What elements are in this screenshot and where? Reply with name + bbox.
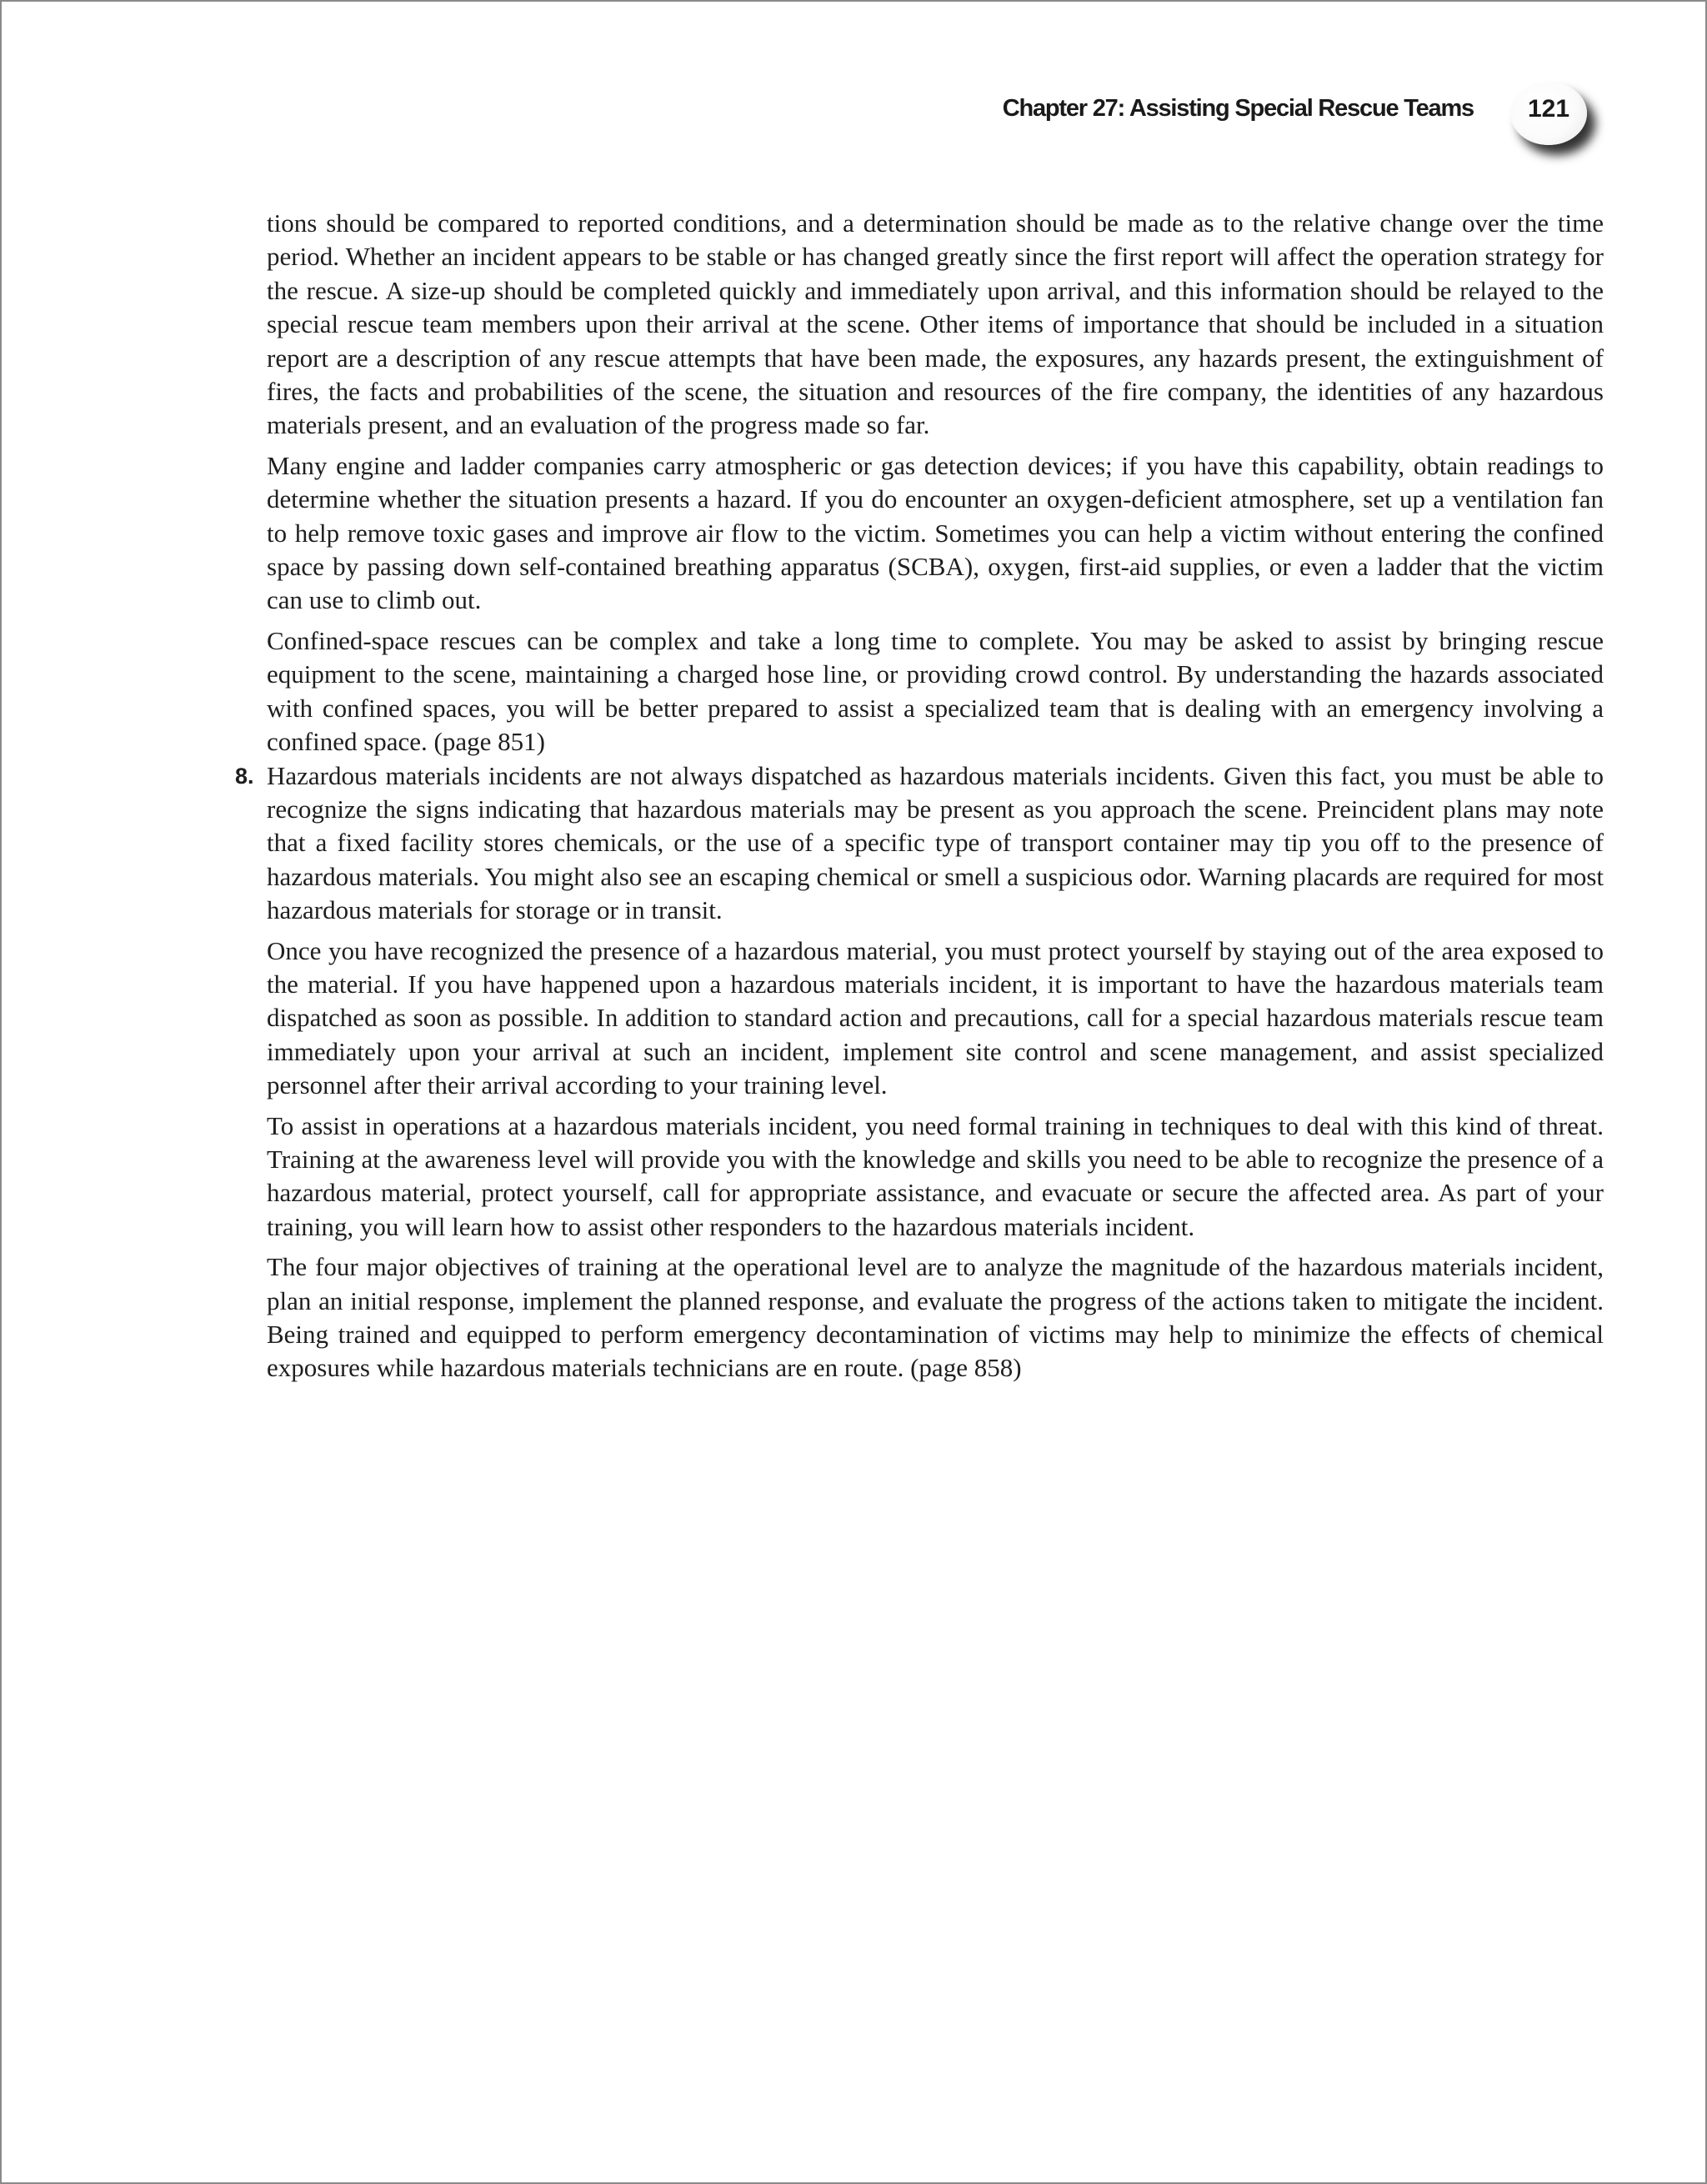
running-head-chapter-title: Chapter 27: Assisting Special Rescue Teams [1002,95,1474,122]
paragraph-confined-space: Confined-space rescues can be complex and take a long time to complete. You may be asked to assist by bringing rescue equipment to the scene, maintaining a charged hose line, or providing crowd control. By understanding the hazards associated with confined spaces, you will be better prepared to assist a specialized team that is dealing with an emergency involving a confined space. (page 851) [267,625,1604,757]
paragraph-operational-training: The four major objectives of training at the operational level are to analyze the magnitude of the hazardous materials incident, plan an initial response, implement the planned response, and evaluate the progress of the actions taken to mitigate the incident. Being trained and equipped to perform emergency decontamination of victims may help to minimize the effects of chemical exposures while hazardous materials technicians are en route. (page 858) [267,1252,1604,1383]
body-text [235,207,1604,1392]
page-number: 121 [1527,95,1570,123]
paragraph-awareness-training: To assist in operations at a hazardous materials incident, you need formal training in techniques to deal with this kind of threat. Training at the awareness level will provide you with the knowledge and skills you need to be able to recognize the presence of a hazardous material, protect yourself, call for appropriate assistance, and evacuate or secure the affected area. As part of your training, you will learn how to assist other responders to the hazardous materials incident. [267,1110,1604,1241]
paragraph-gas-detection: Many engine and ladder companies carry atmospheric or gas detection devices; if you have this capability, obtain readings to determine whether the situation presents a hazard. If you do encounter an oxygen-deficient atmosphere, set up a ventilation fan to help remove toxic gases and improve air flow to the victim. Sometimes you can help a victim without entering the confined space by passing down self-contained breathing apparatus (SCBA), oxygen, first-aid supplies, or even a ladder that the victim can use to climb out. [267,450,1604,615]
list-item-8 [235,759,1604,1385]
paragraph-hazmat-recognition: Hazardous materials incidents are not always dispatched as hazardous materials incidents. Given this fact, you must be able to recognize the signs indicating that hazardous materials may be present as you approach the scene. Preincident plans may note that a fixed facility stores chemicals, or the use of a specific type of transport container may tip you off to the presence of hazardous materials. You might also see an escaping chemical or smell a suspicious odor. Warning placards are required for most hazardous materials for storage or in transit. [267,760,1604,925]
paragraph-situation-report: tions should be compared to reported conditions, and a determination should be made as to the relative change over the time period. Whether an incident appears to be stable or has changed greatly since the first report will affect the operation strategy for the rescue. A size-up should be completed quickly and immediately upon arrival, and this information should be relayed to the special rescue team members upon their arrival at the scene. Other items of importance that should be included in a situation report are a description of any rescue attempts that have been made, the exposures, any hazards present, the extinguishment of fires, the facts and probabilities of the scene, the situation and resources of the fire company, the identities of any hazardous materials present, and an evaluation of the progress made so far. [267,208,1604,440]
list-item-number: 8. [235,763,254,789]
paragraph-hazmat-protection: Once you have recognized the presence of a hazardous material, you must protect yourself by staying out of the area exposed to the material. If you have happened upon a hazardous materials incident, it is important to have the hazardous materials team dispatched as soon as possible. In addition to standard action and precautions, call for a special hazardous materials rescue team immediately upon your arrival at such an incident, implement site control and scene management, and assist specialized personnel after their arrival according to your training level. [267,935,1604,1100]
